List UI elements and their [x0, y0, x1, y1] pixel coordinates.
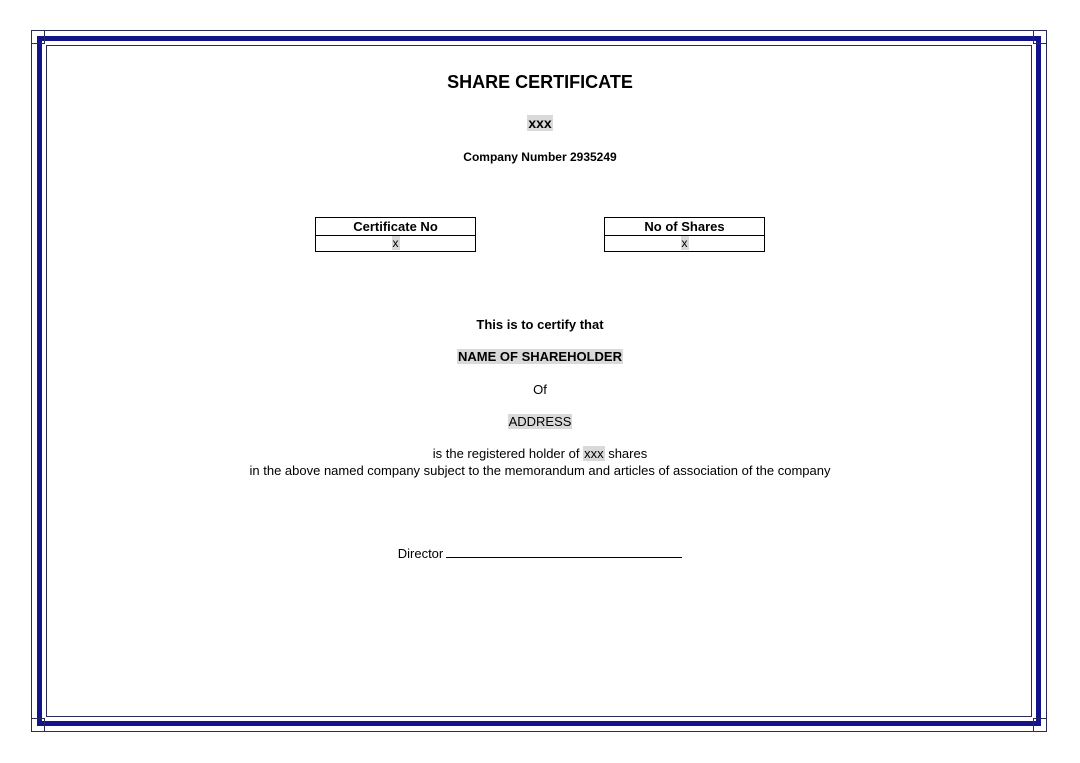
corner-ornament — [31, 30, 45, 44]
certificate-title: SHARE CERTIFICATE — [447, 72, 633, 92]
holder-suffix: shares — [608, 446, 648, 461]
certify-text: This is to certify that — [476, 317, 604, 332]
director-signature-line — [0, 543, 1080, 561]
number-of-shares-label: No of Shares — [605, 218, 764, 236]
certificate-number-label: Certificate No — [316, 218, 475, 236]
of-text: Of — [533, 382, 547, 397]
holder-prefix: is the registered holder of — [432, 446, 580, 461]
corner-ornament — [1033, 30, 1047, 44]
company-name: xxx — [528, 115, 552, 131]
shareholder-name: NAME OF SHAREHOLDER — [458, 349, 622, 364]
share-count: xxx — [584, 446, 604, 461]
director-label: Director — [397, 546, 444, 561]
shareholder-address: ADDRESS — [508, 414, 572, 429]
signature-underline — [446, 543, 682, 558]
certificate-number-value: x — [392, 236, 399, 250]
corner-ornament — [31, 718, 45, 732]
border-inner-line — [46, 45, 1032, 717]
company-number: Company Number 2935249 — [463, 150, 617, 164]
corner-ornament — [1033, 718, 1047, 732]
memorandum-text: in the above named company subject to the memorandum and articles of association of the company — [249, 463, 831, 478]
number-of-shares-value: x — [681, 236, 688, 250]
number-of-shares-box — [604, 217, 765, 252]
certificate-number-box — [315, 217, 476, 252]
registered-holder-line — [0, 446, 1080, 461]
